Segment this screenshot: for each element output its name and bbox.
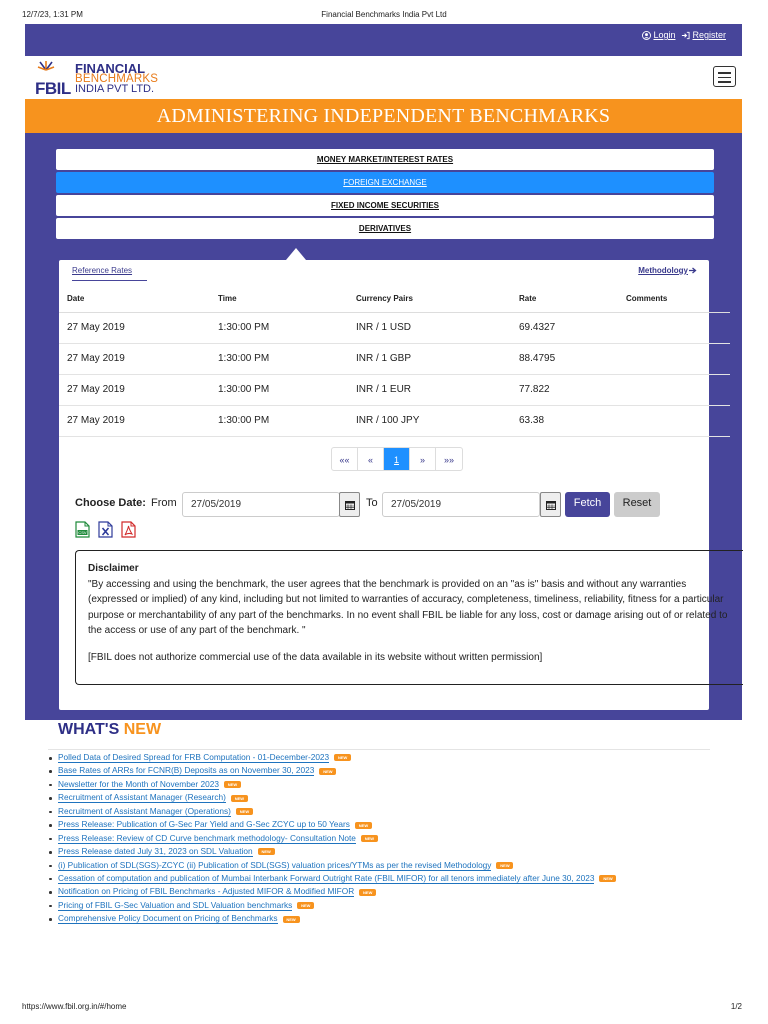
list-item — [48, 899, 738, 912]
disclaimer-permission-note: [FBIL does not authorize commercial use of the data available in its website without written permission] — [88, 651, 543, 663]
tab-methodology[interactable] — [638, 266, 697, 275]
header-comments: Comments — [618, 285, 730, 312]
new-badge-icon: NEW — [334, 754, 351, 761]
news-link[interactable]: Comprehensive Policy Document on Pricing of Benchmarks — [58, 913, 278, 924]
rates-tabs — [59, 262, 709, 284]
cell-time: 1:30:00 PM — [210, 374, 348, 405]
register-label: Register — [692, 30, 726, 40]
list-item — [48, 778, 738, 791]
brand-bar — [25, 56, 742, 99]
news-link[interactable]: Press Release: Review of CD Curve benchmark methodology- Consultation Note — [58, 832, 356, 843]
cell-comments — [618, 405, 730, 436]
table-row — [59, 312, 730, 343]
date-filter — [75, 492, 695, 517]
hamburger-line-icon — [718, 77, 731, 79]
calendar-icon — [345, 500, 355, 510]
page-banner: ADMINISTERING INDEPENDENT BENCHMARKS — [25, 99, 742, 133]
cell-date: 27 May 2019 — [59, 343, 210, 374]
menu-toggle-button[interactable] — [713, 66, 736, 87]
list-item — [48, 912, 738, 925]
to-date-input[interactable]: 27/05/2019 — [382, 492, 540, 517]
news-link[interactable]: Notification on Pricing of FBIL Benchmarks - Adjusted MIFOR & Modified MIFOR — [58, 886, 355, 897]
news-link[interactable]: Recruitment of Assistant Manager (Operations) — [58, 805, 231, 816]
category-foreign-exchange[interactable] — [56, 172, 714, 193]
cell-currency-pair: INR / 1 GBP — [348, 343, 511, 374]
logo-line-1: FINANCIAL — [75, 61, 146, 76]
whats-new-title-b: NEW — [123, 721, 162, 738]
disclaimer-box — [75, 550, 743, 685]
print-page-title: Financial Benchmarks India Pvt Ltd — [321, 10, 447, 19]
new-badge-icon: NEW — [355, 822, 372, 829]
logo-line-3: INDIA PVT LTD. — [75, 83, 155, 95]
news-link[interactable]: Recruitment of Assistant Manager (Research) — [58, 792, 226, 803]
header-rate: Rate — [511, 285, 618, 312]
top-bar — [25, 24, 742, 56]
news-link[interactable]: Press Release: Publication of G-Sec Par Yield and G-Sec ZCYC up to 50 Years — [58, 819, 350, 830]
list-item — [48, 764, 738, 777]
auth-links — [642, 30, 726, 40]
tab-reference-rates[interactable]: Reference Rates — [72, 266, 147, 281]
print-page-number: 1/2 — [730, 1002, 742, 1011]
new-badge-icon: NEW — [599, 875, 616, 882]
cell-comments — [618, 343, 730, 374]
logo-line-2: BENCHMARKS — [75, 73, 159, 85]
news-link[interactable]: Newsletter for the Month of November 2023 — [58, 778, 219, 789]
whats-new-title-a: WHAT'S — [58, 721, 120, 738]
choose-date-label: Choose Date: — [75, 497, 146, 509]
category-derivatives[interactable] — [56, 218, 714, 239]
category-label: MONEY MARKET/INTEREST RATES — [316, 155, 454, 164]
fetch-button[interactable]: Fetch — [565, 492, 610, 517]
logo-short: FBIL — [35, 79, 71, 98]
cell-rate: 63.38 — [511, 405, 618, 436]
cell-rate: 77.822 — [511, 374, 618, 405]
export-buttons — [75, 521, 136, 539]
active-category-pointer — [286, 248, 306, 260]
category-label: FIXED INCOME SECURITIES — [330, 201, 439, 210]
from-calendar-button[interactable] — [339, 492, 360, 517]
table-row — [59, 374, 730, 405]
news-link[interactable]: Press Release dated July 31, 2023 on SDL Valuation — [58, 846, 253, 857]
cell-time: 1:30:00 PM — [210, 312, 348, 343]
new-badge-icon: NEW — [236, 808, 253, 815]
header-date: Date — [59, 285, 210, 312]
print-url: https://www.fbil.org.in/#/home — [22, 1002, 127, 1011]
arrow-right-icon — [689, 267, 697, 274]
export-csv-icon[interactable] — [75, 521, 90, 538]
fbil-logo[interactable] — [35, 61, 159, 98]
calendar-icon — [546, 500, 556, 510]
disclaimer-title: Disclaimer — [88, 563, 139, 574]
header-time: Time — [210, 285, 348, 312]
login-link[interactable] — [642, 30, 675, 40]
cell-rate: 69.4327 — [511, 312, 618, 343]
new-badge-icon: NEW — [258, 848, 275, 855]
news-link[interactable]: Pricing of FBIL G-Sec Valuation and SDL Valuation benchmarks — [58, 899, 293, 910]
header-currency-pairs: Currency Pairs — [348, 285, 511, 312]
page-first-button[interactable]: «« — [332, 448, 358, 471]
new-badge-icon: NEW — [319, 768, 336, 775]
page-last-button[interactable]: »» — [443, 455, 454, 465]
list-item — [48, 818, 738, 831]
list-item — [48, 805, 738, 818]
cell-currency-pair: INR / 1 USD — [348, 312, 511, 343]
new-badge-icon: NEW — [359, 889, 376, 896]
page-current-button[interactable]: 1 — [384, 448, 410, 471]
whats-new-heading — [58, 721, 161, 739]
category-label: FOREIGN EXCHANGE — [343, 178, 427, 187]
new-badge-icon: NEW — [297, 902, 314, 909]
cell-rate: 88.4795 — [511, 343, 618, 374]
register-link[interactable] — [681, 30, 726, 40]
methodology-label: Methodology — [638, 266, 688, 275]
news-link[interactable]: Polled Data of Desired Spread for FRB Computation - 01-December-2023 — [58, 752, 330, 762]
pagination — [331, 447, 463, 471]
print-datetime: 12/7/23, 1:31 PM — [22, 10, 83, 19]
category-label: DERIVATIVES — [358, 224, 412, 233]
list-item — [48, 832, 738, 845]
export-pdf-icon[interactable] — [121, 521, 136, 538]
category-money-market[interactable] — [56, 149, 714, 170]
new-badge-icon: NEW — [231, 795, 248, 802]
list-item — [48, 859, 738, 872]
table-row — [59, 343, 730, 374]
new-badge-icon: NEW — [283, 916, 300, 923]
cell-date: 27 May 2019 — [59, 312, 210, 343]
list-item — [48, 885, 738, 898]
cell-currency-pair: INR / 1 EUR — [348, 374, 511, 405]
from-label: From — [151, 497, 177, 509]
print-header — [0, 10, 768, 22]
hamburger-line-icon — [718, 81, 731, 83]
cell-date: 27 May 2019 — [59, 374, 210, 405]
news-link[interactable]: (i) Publication of SDL(SGS)-ZCYC (ii) Publication of SDL(SGS) valuation prices/YTMs as per the revised Methodology — [58, 859, 492, 870]
divider — [48, 749, 710, 750]
whats-new-list — [48, 751, 738, 926]
category-fixed-income[interactable] — [56, 195, 714, 216]
to-calendar-button[interactable] — [540, 492, 561, 517]
reset-button[interactable]: Reset — [614, 492, 660, 517]
cell-currency-pair: INR / 100 JPY — [348, 405, 511, 436]
cell-date: 27 May 2019 — [59, 405, 210, 436]
new-badge-icon: NEW — [361, 835, 378, 842]
new-badge-icon: NEW — [224, 781, 241, 788]
cell-time: 1:30:00 PM — [210, 405, 348, 436]
news-link[interactable]: Base Rates of ARRs for FCNR(B) Deposits as on November 30, 2023 — [58, 765, 315, 776]
to-label: To — [366, 497, 378, 509]
table-row — [59, 405, 730, 436]
list-item — [48, 845, 738, 858]
logo-mark-icon — [37, 61, 55, 79]
hamburger-line-icon — [718, 72, 731, 74]
new-badge-icon: NEW — [496, 862, 513, 869]
cell-time: 1:30:00 PM — [210, 343, 348, 374]
login-label: Login — [653, 30, 676, 40]
list-item — [48, 791, 738, 804]
table-header-row — [59, 285, 730, 312]
user-circle-icon — [642, 31, 651, 40]
disclaimer-text: "By accessing and using the benchmark, the user agrees that the benchmark is provided on an "as is" basis and without any warranties (expressed or implied) of any kind, including but not limited to warranties of accuracy, completeness, timeliness, reliability, fitness for a particular purpose or merchantability of any part of the benchmarks. In no event shall FBIL be liable for any loss, cost or damage arising out of or related to the access or use of any part of the benchmark. " — [88, 578, 728, 636]
svg-text:CSV: CSV — [78, 530, 87, 535]
page-next-button[interactable]: » — [410, 448, 436, 471]
reference-rates-table — [59, 285, 730, 437]
news-link[interactable]: Cessation of computation and publication of Mumbai Interbank Forward Outright Rate (FBIL MIFOR) for all tenors immediately after June 30, 2023 — [58, 872, 595, 883]
list-item — [48, 872, 738, 885]
cell-comments — [618, 374, 730, 405]
sign-in-icon — [681, 31, 690, 40]
list-item — [48, 751, 738, 764]
export-excel-icon[interactable] — [98, 521, 113, 538]
cell-comments — [618, 312, 730, 343]
from-date-input[interactable]: 27/05/2019 — [182, 492, 340, 517]
page-prev-button[interactable]: « — [358, 448, 384, 471]
